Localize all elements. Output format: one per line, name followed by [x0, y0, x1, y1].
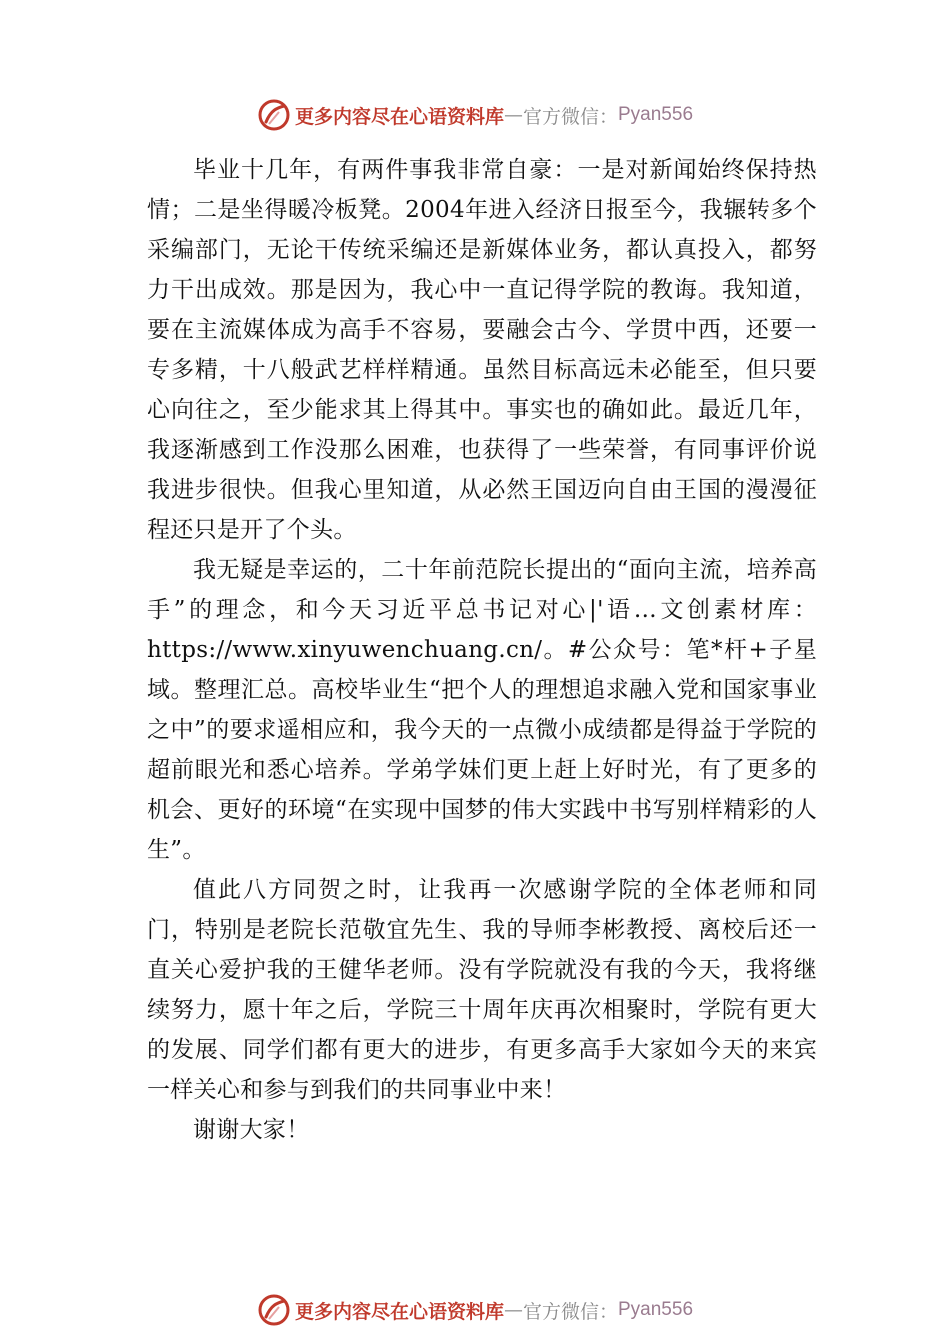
brand-logo-icon [257, 98, 291, 132]
footer-banner [0, 1290, 950, 1330]
banner-subtitle: 官方微信： [522, 1300, 618, 1323]
paragraph-2: 我无疑是幸运的，二十年前范院长提出的“面向主流，培养高手”的理念，和今天习近平总书记对心|'语…文创素材库：https://www.xinyuwenchuang.cn/。#公众号：笔*杆+子星域。整理汇总。高校毕业生“把个人的理想追求融入党和国家事业之中”的要求遥相应和，我今天的一点微小成绩都是得益于学院的超前眼光和悉心培养。学弟学妹们更上赶上好时光，有了更多的机会、更好的环境“在实现中国梦的伟大实践中书写别样精彩的人生”。 [147, 557, 817, 863]
banner-subtitle: 官方微信： [522, 105, 618, 128]
banner-title: 更多内容尽在心语资料库 [294, 1300, 504, 1323]
paragraph-1: 毕业十几年，有两件事我非常自豪：一是对新闻始终保持热情；二是坐得暖冷板凳。2004年进入经济日报至今，我辗转多个采编部门，无论干传统采编还是新媒体业务，都认真投入，都努力干出成效。那是因为，我心中一直记得学院的教诲。我知道，要在主流媒体成为高手不容易，要融会古今、学贯中西，还要一专多精，十八般武艺样样精通。虽然目标高远未必能至，但只要心向往之，至少能求其上得其中。事实也的确如此。最近几年，我逐渐感到工作没那么困难，也获得了一些荣誉，有同事评价说我进步很快。但我心里知道，从必然王国迈向自由王国的漫漫征程还只是开了个头。 [147, 157, 817, 543]
document-body [147, 150, 817, 1150]
banner-title: 更多内容尽在心语资料库 [294, 105, 504, 128]
banner-dash: — [503, 1299, 523, 1321]
banner-wechat-id: Pyan556 [618, 1299, 694, 1320]
banner-dash: — [503, 104, 523, 126]
paragraph-3: 值此八方同贺之时，让我再一次感谢学院的全体老师和同门，特别是老院长范敬宜先生、我的导师李彬教授、离校后还一直关心爱护我的王健华老师。没有学院就没有我的今天，我将继续努力，愿十年之后，学院三十周年庆再次相聚时，学院有更大的发展、同学们都有更大的进步，有更多高手大家如今天的来宾一样关心和参与到我们的共同事业中来！ [147, 877, 817, 1103]
banner-wechat-id: Pyan556 [618, 104, 694, 125]
paragraph-4: 谢谢大家！ [193, 1117, 310, 1143]
brand-logo-icon [257, 1293, 291, 1327]
header-banner [0, 95, 950, 135]
